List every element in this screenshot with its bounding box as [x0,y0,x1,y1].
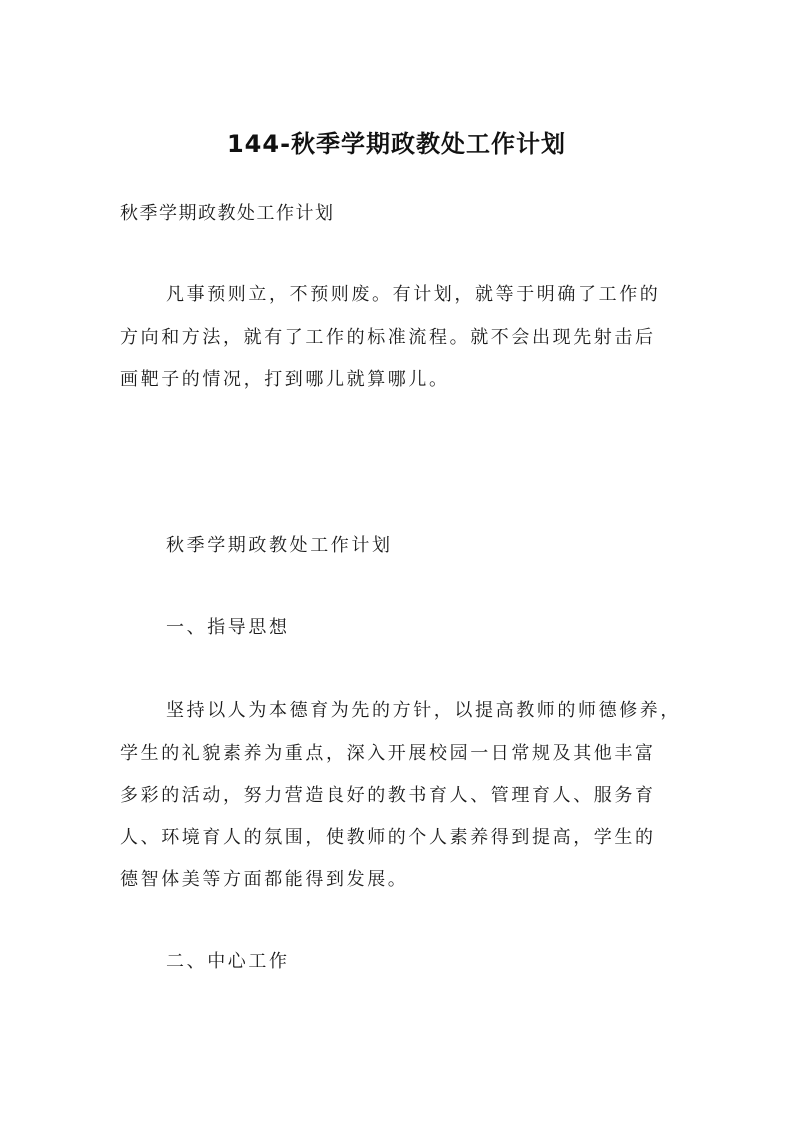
section-1-line-3: 多彩的活动，努力营造良好的教书育人、管理育人、服务育 [120,785,656,806]
intro-line-2: 方向和方法，就有了工作的标准流程。就不会出现先射击后 [120,327,656,348]
section-1-line-5: 德智体美等方面都能得到发展。 [120,869,409,890]
section-1-line-2: 学生的礼貌素养为重点，深入开展校园一日常规及其他丰富 [120,743,656,764]
heading-central-work: 二、中心工作 [166,951,290,972]
document-title: 144-秋季学期政教处工作计划 [226,130,567,158]
section-title: 秋季学期政教处工作计划 [166,535,393,556]
heading-guiding-thought: 一、指导思想 [166,617,290,638]
intro-line-3: 画靶子的情况，打到哪儿就算哪儿。 [120,369,450,390]
section-1-line-4: 人、环境育人的氛围，使教师的个人素养得到提高，学生的 [120,827,656,848]
intro-line-1: 凡事预则立，不预则废。有计划，就等于明确了工作的 [166,284,661,305]
section-1-line-1: 坚持以人为本德育为先的方针，以提高教师的师德修养， [166,700,681,721]
document-subtitle: 秋季学期政教处工作计划 [120,203,335,224]
